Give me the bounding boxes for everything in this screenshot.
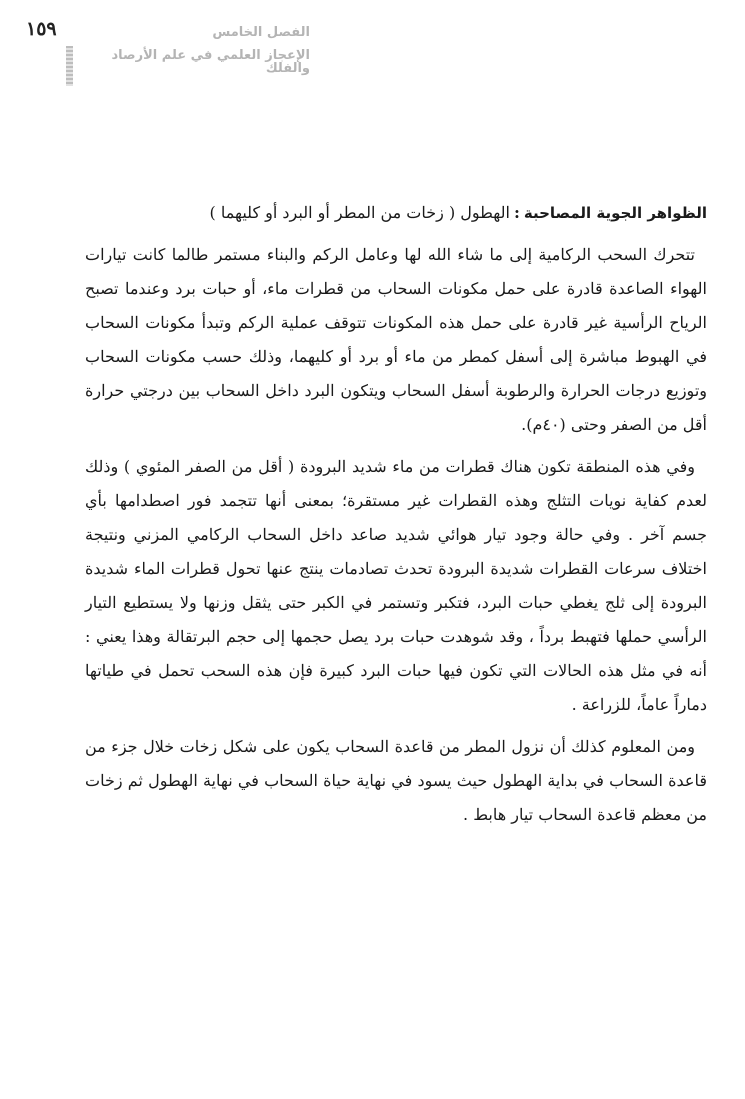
paragraph-2: وفي هذه المنطقة تكون هناك قطرات من ماء شديد البرودة ( أقل من الصفر المئوي ) وذلك لعدم كفاية نويات التثلج وهذه القطرات غير مستقرة؛ بمعنى أنها تتجمد فور اصطدامها بأي جسم آخر . وفي حالة وجود تيار هوائي شديد صاعد داخل السحاب الركامي المزني ونتيجة اختلاف سرعات القطرات شديدة البرودة تحدث تصادمات ينتج عنها تحول قطرات الماء شديدة البرودة إلى ثلج يغطي حبات البرد، فتكبر وتستمر في الكبر حتى يثقل وزنها ولا يستطيع التيار الرأسي حملها فتهبط برداً ، وقد شوهدت حبات برد يصل حجمها إلى حجم البرتقالة وهذا يعني : أنه في مثل هذه الحالات التي تكون فيها حبات البرد كبيرة فإن هذه السحب تحمل في طياتها دماراً عاماً، للزراعة .	[85, 457, 707, 714]
header-chapter-title: الفصل الخامس	[212, 25, 310, 40]
paragraph-3: ومن المعلوم كذلك أن نزول المطر من قاعدة السحاب يكون على شكل زخات خلال جزء من قاعدة السحاب في بداية الهطول حيث يسود في نهاية حياة السحاب في نهاية الهطول ثم زخات من معظم قاعدة السحاب تيار هابط .	[85, 737, 707, 824]
section-heading-separator: :	[513, 203, 520, 222]
paragraph-1: تتحرك السحب الركامية إلى ما شاء الله لها وعامل الركم والبناء مستمر طالما كانت تيارات الهواء الصاعدة قادرة على حمل مكونات السحاب من قطرات ماء، أو حبات برد وعندما تصبح الرياح الرأسية غير قادرة على حمل هذه المكونات تتوقف عملية الركم وتبدأ مكونات السحاب في الهبوط مباشرة إلى أسفل كمطر من ماء أو برد أو كليهما، وذلك حسب مكونات السحاب وتوزيع درجات الحرارة والرطوبة أسفل السحاب ويتكون البرد داخل السحاب بين درجتي حرارة أقل من الصفر وحتى (٤٠م).	[85, 245, 707, 434]
section-heading	[85, 196, 707, 230]
page-number: ١٥٩	[26, 18, 57, 40]
running-header	[85, 26, 310, 75]
header-section-title: الإعجاز العلمي في علم الأرصاد والفلك	[111, 48, 310, 76]
section-heading-bold: الظواهر الجوية المصاحبة	[523, 204, 707, 222]
header-decorative-bar	[66, 46, 73, 86]
section-heading-text: الهطول ( زخات من المطر أو البرد أو كليهما )	[209, 203, 510, 222]
page-body	[85, 196, 707, 840]
